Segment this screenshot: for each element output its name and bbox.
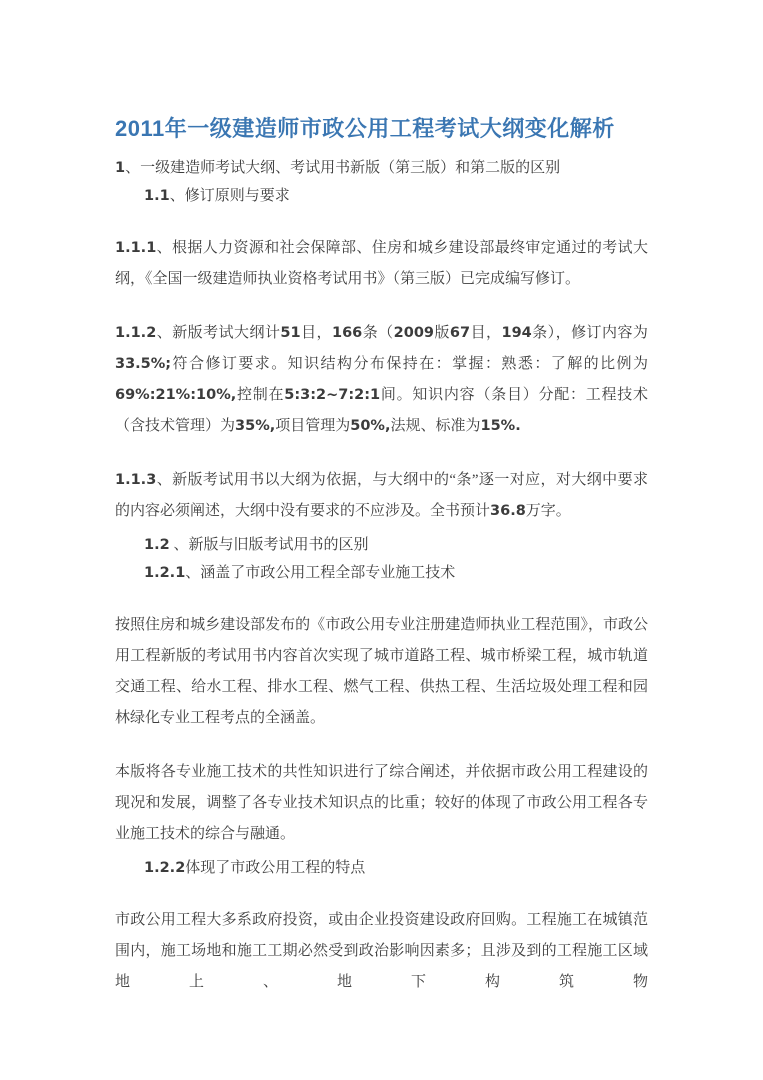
- text-run: 间。知识内容（条目）分配：工程技术（含技术管理）为: [115, 387, 648, 434]
- text-run: 、修订原则与要求: [169, 188, 290, 204]
- text-run: 条），修订内容为: [531, 325, 648, 341]
- number-run: 166: [331, 325, 363, 341]
- text-run: 、新版与旧版考试用书的区别: [169, 537, 369, 553]
- paragraph-1-1-1: [115, 233, 648, 295]
- text-run: 目，: [300, 325, 332, 341]
- text-run: 、一级建造师考试大纲、考试用书新版（第三版）和第二版的区别: [125, 160, 561, 176]
- number-run: 50%,: [350, 418, 391, 434]
- paragraph-1-1-2: [115, 318, 648, 442]
- number-run: 2009: [393, 325, 434, 341]
- list-item-1-2-2: [115, 854, 648, 882]
- number-run: 1.2.2: [144, 860, 186, 876]
- number-run: 1.1: [144, 188, 170, 204]
- number-run: 51: [280, 325, 301, 341]
- number-run: 15%.: [480, 418, 521, 434]
- text-run: 条（: [362, 325, 394, 341]
- text-run: 、根据人力资源和社会保障部、住房和城乡建设部最终审定通过的考试大纲，《全国一级建造师执业资格考试用书》（第三版）已完成编写修订。: [115, 240, 648, 287]
- paragraph-coverage: [115, 610, 648, 734]
- text-run: 控制在: [236, 387, 285, 403]
- number-run: 67: [449, 325, 471, 341]
- page-title: 2011年一级建造师市政公用工程考试大纲变化解析: [115, 116, 615, 141]
- text-run: 版: [434, 325, 450, 341]
- list-item-1-2-1: [115, 559, 648, 587]
- number-run: 5:3:2~7:2:1: [284, 387, 381, 403]
- text-run: 、新版考试用书以大纲为依据，与大纲中的“条”逐一对应，对大纲中要求的内容必须阐述，大纲中没有要求的不应涉及。全书预计: [115, 472, 648, 519]
- number-run: 1.1.1: [115, 240, 157, 256]
- list-item-1: [115, 154, 648, 182]
- text-run: 、新版考试大纲计: [156, 325, 281, 341]
- number-run: 36.8: [490, 503, 526, 519]
- number-run: 1.1.2: [115, 325, 157, 341]
- number-run: 1.2.1: [144, 565, 186, 581]
- paragraph-characteristics: [115, 905, 648, 998]
- text-run: 符合修订要求。知识结构分布保持在：掌握：熟悉：了解的比例为: [171, 356, 648, 372]
- text-run: 市政公用工程大多系政府投资，或由企业投资建设政府回购。工程施工在城镇范围内，施工场地和施工工期必然受到政治影响因素多；且涉及到的工程施工区域地上、地下构筑物: [115, 912, 648, 990]
- list-item-1-2: [115, 531, 648, 559]
- number-run: 194: [501, 325, 532, 341]
- number-run: 35%,: [235, 418, 276, 434]
- number-run: 69%:21%:10%,: [115, 387, 237, 403]
- number-run: 1.1.3: [115, 472, 157, 488]
- text-run: 本版将各专业施工技术的共性知识进行了综合阐述，并依据市政公用工程建设的现况和发展，调整了各专业技术知识点的比重；较好的体现了市政公用工程各专业施工技术的综合与融通。: [115, 764, 648, 842]
- number-run: 33.5%;: [115, 356, 172, 372]
- text-run: 法规、标准为: [390, 418, 481, 434]
- text-run: 目，: [470, 325, 502, 341]
- list-item-1-1: [115, 182, 648, 210]
- paragraph-1-1-3: [115, 465, 648, 527]
- text-run: 项目管理为: [275, 418, 351, 434]
- number-run: 1: [115, 160, 126, 176]
- text-run: 体现了市政公用工程的特点: [185, 860, 366, 876]
- number-run: 1.2: [144, 537, 170, 553]
- text-run: 万字。: [525, 503, 571, 519]
- text-run: 、涵盖了市政公用工程全部专业施工技术: [185, 565, 456, 581]
- paragraph-integration: [115, 757, 648, 850]
- text-run: 按照住房和城乡建设部发布的《市政公用专业注册建造师执业工程范围》，市政公用工程新版的考试用书内容首次实现了城市道路工程、城市桥梁工程，城市轨道交通工程、给水工程、排水工程、燃气工程、供热工程、生活垃圾处理工程和园林绿化专业工程考点的全涵盖。: [115, 617, 648, 726]
